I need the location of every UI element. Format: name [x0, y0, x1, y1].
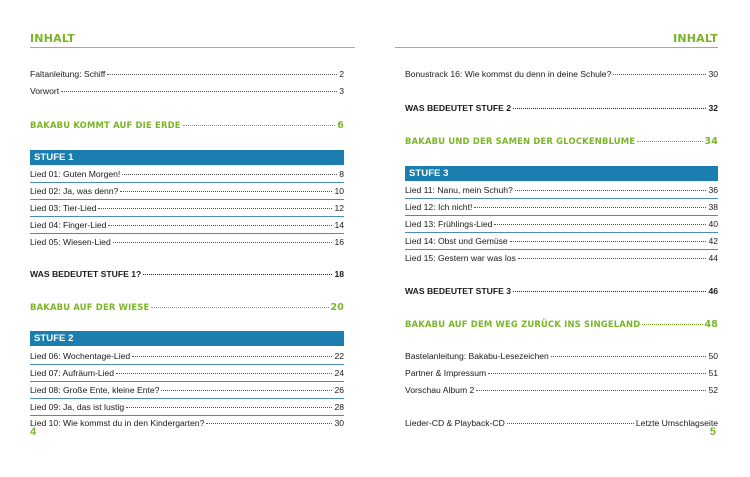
- toc-entry-title: Lied 03: Tier-Lied: [30, 203, 97, 213]
- toc-entry-page: 16: [334, 237, 344, 247]
- toc-entry-title: Partner & Impressum: [405, 368, 487, 378]
- toc-entry-page: 8: [339, 169, 344, 179]
- toc-chapter-page: 48: [704, 319, 718, 330]
- toc-entry-title: Lied 04: Finger-Lied: [30, 220, 107, 230]
- toc-entry[interactable]: [405, 416, 718, 430]
- toc-leader: [642, 315, 702, 325]
- toc-leader: [494, 215, 706, 225]
- toc-entry-page: 50: [708, 351, 718, 361]
- right-header-rule: [395, 47, 718, 48]
- toc-entry-page: 28: [334, 402, 344, 412]
- toc-leader: [488, 364, 706, 374]
- toc-entry-title: WAS BEDEUTET STUFE 2: [405, 103, 511, 113]
- toc-entry[interactable]: [30, 184, 344, 198]
- toc-entry-title: Lied 06: Wochentage-Lied: [30, 351, 131, 361]
- toc-entry[interactable]: [30, 400, 344, 414]
- toc-entry-page: 52: [708, 385, 718, 395]
- toc-entry[interactable]: [30, 383, 344, 397]
- right-page: [405, 0, 718, 477]
- toc-chapter-title: BAKABU AUF DEM WEG ZURÜCK INS SINGELAND: [405, 319, 641, 329]
- toc-entry[interactable]: [405, 200, 718, 214]
- toc-leader: [116, 364, 332, 374]
- toc-entry[interactable]: [30, 366, 344, 380]
- stufe-2-banner: STUFE 2: [30, 331, 344, 346]
- toc-stufe-summary[interactable]: [405, 284, 718, 298]
- toc-chapter-title: BAKABU KOMMT AUF DIE ERDE: [30, 120, 181, 130]
- toc-entry[interactable]: [405, 183, 718, 197]
- toc-entry-title: Lied 02: Ja, was denn?: [30, 186, 119, 196]
- toc-entry[interactable]: [30, 84, 344, 98]
- toc-entry-page: 18: [334, 269, 344, 279]
- toc-entry-title: WAS BEDEUTET STUFE 3: [405, 286, 511, 296]
- toc-chapter[interactable]: [405, 134, 718, 148]
- toc-chapter-title: BAKABU UND DER SAMEN DER GLOCKENBLUME: [405, 136, 636, 146]
- toc-entry[interactable]: [405, 251, 718, 265]
- toc-leader: [107, 65, 337, 75]
- toc-entry-page: 40: [708, 219, 718, 229]
- toc-leader: [476, 381, 706, 391]
- toc-leader: [507, 414, 634, 424]
- toc-leader: [126, 398, 332, 408]
- toc-leader: [108, 216, 332, 226]
- toc-entry-page: 46: [708, 286, 718, 296]
- toc-leader: [551, 347, 707, 357]
- toc-leader: [510, 232, 707, 242]
- toc-chapter-title: BAKABU AUF DER WIESE: [30, 302, 150, 312]
- left-page: [30, 0, 344, 477]
- toc-entry-title: Bastelanleitung: Bakabu-Lesezeichen: [405, 351, 549, 361]
- page-number: 4: [30, 426, 37, 438]
- toc-entry-page: 44: [708, 253, 718, 263]
- toc-entry-title: Lied 15: Gestern war was los: [405, 253, 516, 263]
- toc-entry[interactable]: [30, 349, 344, 363]
- toc-entry-title: Lied 11: Nanu, mein Schuh?: [405, 185, 513, 195]
- toc-entry[interactable]: [405, 234, 718, 248]
- toc-leader: [151, 298, 328, 308]
- toc-leader: [613, 65, 706, 75]
- toc-entry-title: Vorwort: [30, 86, 60, 96]
- toc-entry-title: Vorschau Album 2: [405, 385, 475, 395]
- toc-entry[interactable]: [30, 416, 344, 430]
- toc-entry-page: 26: [334, 385, 344, 395]
- toc-entry-title: Lied 09: Ja, das ist lustig: [30, 402, 125, 412]
- right-header: INHALT: [673, 32, 718, 45]
- toc-stufe-summary[interactable]: [30, 267, 344, 281]
- toc-chapter-page: 34: [704, 136, 718, 147]
- toc-entry-title: Lied 05: Wiesen-Lied: [30, 237, 111, 247]
- toc-chapter[interactable]: [405, 317, 718, 331]
- toc-entry[interactable]: [405, 67, 718, 81]
- toc-leader: [515, 181, 707, 191]
- toc-leader: [513, 282, 706, 292]
- toc-entry-page: 14: [334, 220, 344, 230]
- toc-entry-page: 32: [708, 103, 718, 113]
- toc-entry[interactable]: [405, 366, 718, 380]
- toc-entry-title: Lieder-CD & Playback-CD: [405, 418, 505, 428]
- toc-entry-title: Lied 14: Obst und Gemüse: [405, 236, 508, 246]
- toc-chapter-page: 20: [330, 302, 344, 313]
- toc-leader: [637, 132, 702, 142]
- toc-leader: [113, 233, 333, 243]
- stufe-1-banner: STUFE 1: [30, 150, 344, 165]
- toc-stufe-summary[interactable]: [405, 101, 718, 115]
- toc-entry[interactable]: [30, 218, 344, 232]
- toc-chapter[interactable]: [30, 118, 344, 132]
- toc-leader: [122, 165, 337, 175]
- toc-entry-title: Lied 08: Große Ente, kleine Ente?: [30, 385, 160, 395]
- toc-entry-title: Lied 13: Frühlings-Lied: [405, 219, 493, 229]
- toc-entry-title: Lied 12: Ich nicht!: [405, 202, 473, 212]
- toc-leader: [161, 381, 332, 391]
- toc-entry-title: Lied 10: Wie kommst du in den Kindergarten?: [30, 418, 205, 428]
- toc-entry-page: 22: [334, 351, 344, 361]
- toc-leader: [143, 265, 332, 275]
- toc-entry-page: 3: [339, 86, 344, 96]
- toc-entry-page: 30: [334, 418, 344, 428]
- toc-entry-page: 12: [334, 203, 344, 213]
- toc-leader: [120, 182, 332, 192]
- toc-entry[interactable]: [405, 349, 718, 363]
- toc-entry-title: Faltanleitung: Schiff: [30, 69, 106, 79]
- toc-entry[interactable]: [30, 67, 344, 81]
- page-number: 5: [709, 426, 716, 438]
- toc-entry-page: 36: [708, 185, 718, 195]
- toc-entry-page: 38: [708, 202, 718, 212]
- toc-leader: [206, 414, 332, 424]
- toc-leader: [474, 198, 706, 208]
- toc-leader: [183, 116, 336, 126]
- toc-entry-title: Lied 01: Guten Morgen!: [30, 169, 121, 179]
- toc-entry-page: 10: [334, 186, 344, 196]
- toc-leader: [98, 199, 332, 209]
- left-header: INHALT: [30, 32, 75, 45]
- toc-entry-page: 42: [708, 236, 718, 246]
- stufe-3-banner: STUFE 3: [405, 166, 718, 181]
- toc-entry-title: Bonustrack 16: Wie kommst du denn in deine Schule?: [405, 69, 612, 79]
- toc-leader: [513, 99, 706, 109]
- toc-entry[interactable]: [30, 201, 344, 215]
- toc-entry-title: Lied 07: Aufräum-Lied: [30, 368, 115, 378]
- toc-entry[interactable]: [30, 235, 344, 249]
- toc-entry-page: 30: [708, 69, 718, 79]
- toc-leader: [132, 347, 332, 357]
- toc-chapter-page: 6: [337, 120, 344, 131]
- toc-entry[interactable]: [405, 383, 718, 397]
- toc-chapter[interactable]: [30, 300, 344, 314]
- toc-entry-page: 51: [708, 368, 718, 378]
- toc-entry-page: 2: [339, 69, 344, 79]
- toc-entry-page: 24: [334, 368, 344, 378]
- toc-leader: [518, 249, 707, 259]
- left-header-rule: [30, 47, 355, 48]
- toc-entry[interactable]: [30, 167, 344, 181]
- toc-entry-page: Letzte Umschlagseite: [635, 418, 718, 428]
- toc-entry-title: WAS BEDEUTET STUFE 1?: [30, 269, 142, 279]
- toc-entry[interactable]: [405, 217, 718, 231]
- toc-leader: [61, 82, 337, 92]
